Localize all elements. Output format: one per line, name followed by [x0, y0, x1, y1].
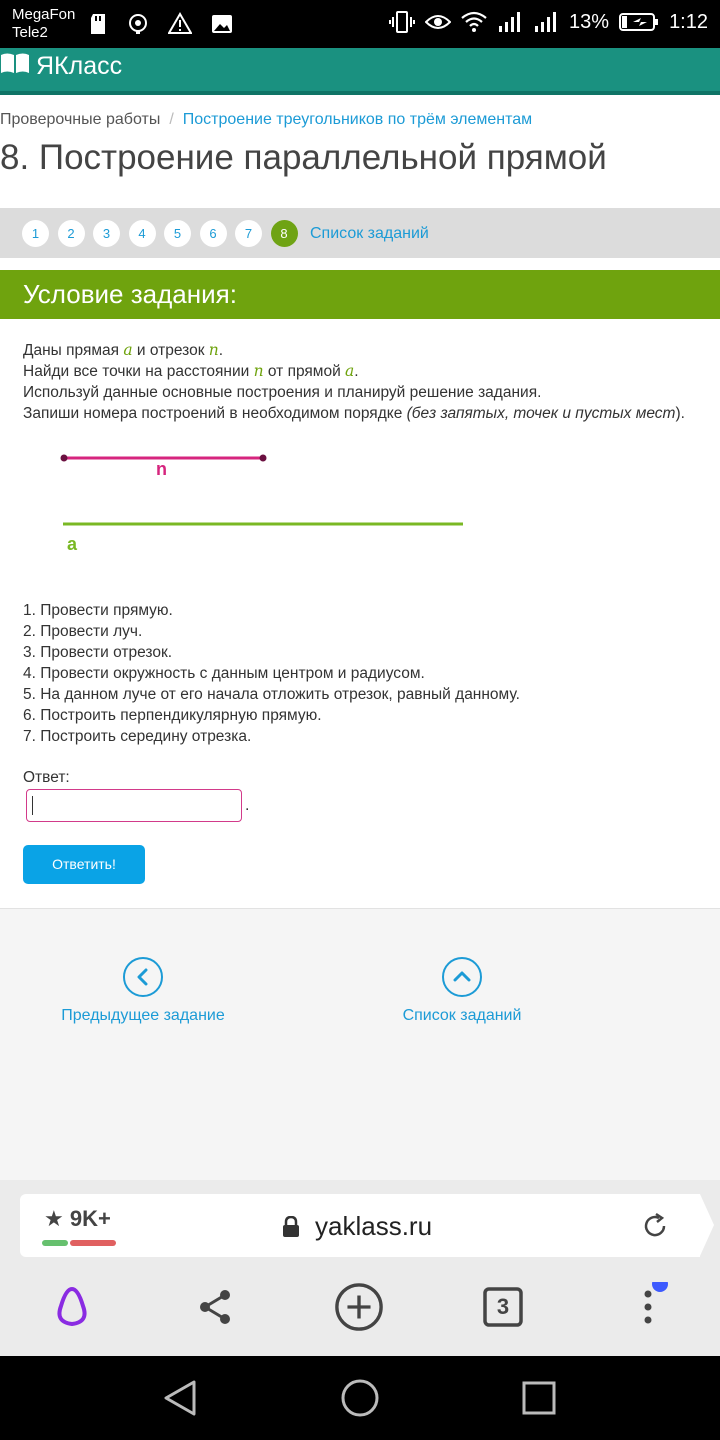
home-icon[interactable] — [340, 1378, 380, 1423]
page-button-2[interactable]: 2 — [58, 220, 85, 247]
task-list-label: Список заданий — [402, 1007, 522, 1024]
breadcrumb-item-topic[interactable]: Построение треугольников по трём элементам — [182, 111, 533, 128]
back-icon[interactable] — [161, 1378, 201, 1423]
rating-value: 9K+ — [69, 1206, 111, 1231]
chevron-left-icon — [123, 957, 163, 997]
breadcrumb-separator: / — [169, 111, 174, 128]
previous-task-link[interactable] — [33, 957, 253, 1025]
task-figure — [55, 440, 475, 560]
tabs-count: 3 — [496, 1294, 510, 1319]
carrier-name-2: Tele2 — [12, 24, 48, 41]
signal-icon — [533, 10, 559, 34]
status-bar — [0, 0, 720, 48]
image-icon — [210, 12, 234, 36]
segment-n-endpoint — [260, 455, 267, 462]
previous-task-label: Предыдущее задание — [61, 1007, 225, 1024]
page-button-3[interactable]: 3 — [93, 220, 120, 247]
alert-icon — [168, 12, 192, 36]
task-line-1: Даны прямая a и отрезок n. — [23, 341, 224, 359]
list-item: 1. Провести прямую. — [23, 602, 173, 619]
tabs-counter-button[interactable] — [478, 1282, 528, 1332]
variable-a: a — [345, 362, 355, 380]
eye-icon — [425, 10, 451, 34]
page-button-5[interactable]: 5 — [164, 220, 191, 247]
clock: 1:12 — [669, 11, 708, 33]
logo-text: ЯКласс — [36, 52, 123, 80]
page-button-7[interactable]: 7 — [235, 220, 262, 247]
site-rating[interactable] — [44, 1206, 111, 1232]
task-list-nav-link[interactable] — [352, 957, 572, 1025]
task-statement — [23, 340, 685, 424]
variable-a: a — [123, 341, 133, 359]
sd-card-icon — [88, 12, 108, 36]
reload-icon[interactable] — [640, 1211, 670, 1246]
site-header — [0, 48, 720, 95]
rating-bar — [42, 1240, 116, 1246]
url-domain: yaklass.ru — [315, 1211, 433, 1241]
lock-icon — [282, 1216, 300, 1243]
task-condition-header: Условие задания: — [0, 270, 720, 319]
wifi-icon — [461, 10, 487, 34]
status-icons-left — [88, 12, 234, 36]
recents-icon[interactable] — [521, 1380, 557, 1421]
page-button-1[interactable]: 1 — [22, 220, 49, 247]
vibrate-icon — [389, 10, 415, 34]
alice-assistant-icon[interactable] — [47, 1282, 97, 1332]
task-hint: (без запятых, точек и пустых мест — [406, 405, 676, 422]
page-button-6[interactable]: 6 — [200, 220, 227, 247]
more-menu-icon[interactable] — [622, 1282, 672, 1332]
signal-icon — [497, 10, 523, 34]
task-list-link[interactable]: Список заданий — [310, 224, 429, 242]
page-title: 8. Построение параллельной прямой — [0, 138, 607, 177]
page-button-4[interactable]: 4 — [129, 220, 156, 247]
segment-n-endpoint — [61, 455, 68, 462]
site-logo[interactable] — [0, 52, 122, 81]
share-icon[interactable] — [190, 1282, 240, 1332]
list-item: 3. Провести отрезок. — [23, 644, 173, 661]
list-item: 4. Провести окружность с данным центром и радиусом. — [23, 665, 425, 682]
answer-trailing-dot: . — [245, 797, 250, 814]
answer-label: Ответ: — [23, 769, 70, 786]
breadcrumb — [0, 111, 532, 129]
task-navigation — [0, 908, 720, 1180]
new-tab-icon[interactable] — [334, 1282, 384, 1332]
list-item: 6. Построить перпендикулярную прямую. — [23, 707, 322, 724]
variable-n: n — [253, 362, 264, 380]
breadcrumb-item-checks[interactable]: Проверочные работы — [0, 111, 161, 128]
address-bar[interactable] — [20, 1194, 700, 1257]
page-button-8-active[interactable]: 8 — [271, 220, 298, 247]
construction-steps — [23, 600, 520, 747]
task-line-2: Найди все точки на расстоянии n от прямой a. — [23, 362, 359, 380]
submit-answer-button[interactable]: Ответить! — [23, 845, 145, 884]
system-navigation-bar — [0, 1356, 720, 1440]
list-item: 5. На данном луче от его начала отложить отрезок, равный данному. — [23, 686, 520, 703]
book-icon — [0, 52, 30, 81]
task-line-4: Запиши номера построений в необходимом порядке (без запятых, точек и пустых мест). — [23, 405, 685, 422]
task-line-3: Используй данные основные построения и планируй решение задания. — [23, 384, 542, 401]
task-pager — [0, 208, 720, 258]
variable-n: n — [208, 341, 219, 359]
answer-input[interactable] — [26, 789, 242, 822]
segment-n-label: n — [156, 459, 167, 479]
line-a-label: a — [67, 534, 78, 554]
text-caret — [32, 796, 33, 815]
status-icons-right — [389, 10, 708, 34]
chevron-up-icon — [442, 957, 482, 997]
battery-charging-icon — [619, 10, 659, 34]
carrier-info — [12, 6, 75, 42]
star-icon: ★ — [44, 1206, 64, 1231]
cast-icon — [126, 12, 150, 36]
carrier-name: MegaFon — [12, 6, 76, 23]
list-item: 2. Провести луч. — [23, 623, 143, 640]
list-item: 7. Построить середину отрезка. — [23, 728, 252, 745]
battery-percent: 13% — [569, 11, 610, 33]
